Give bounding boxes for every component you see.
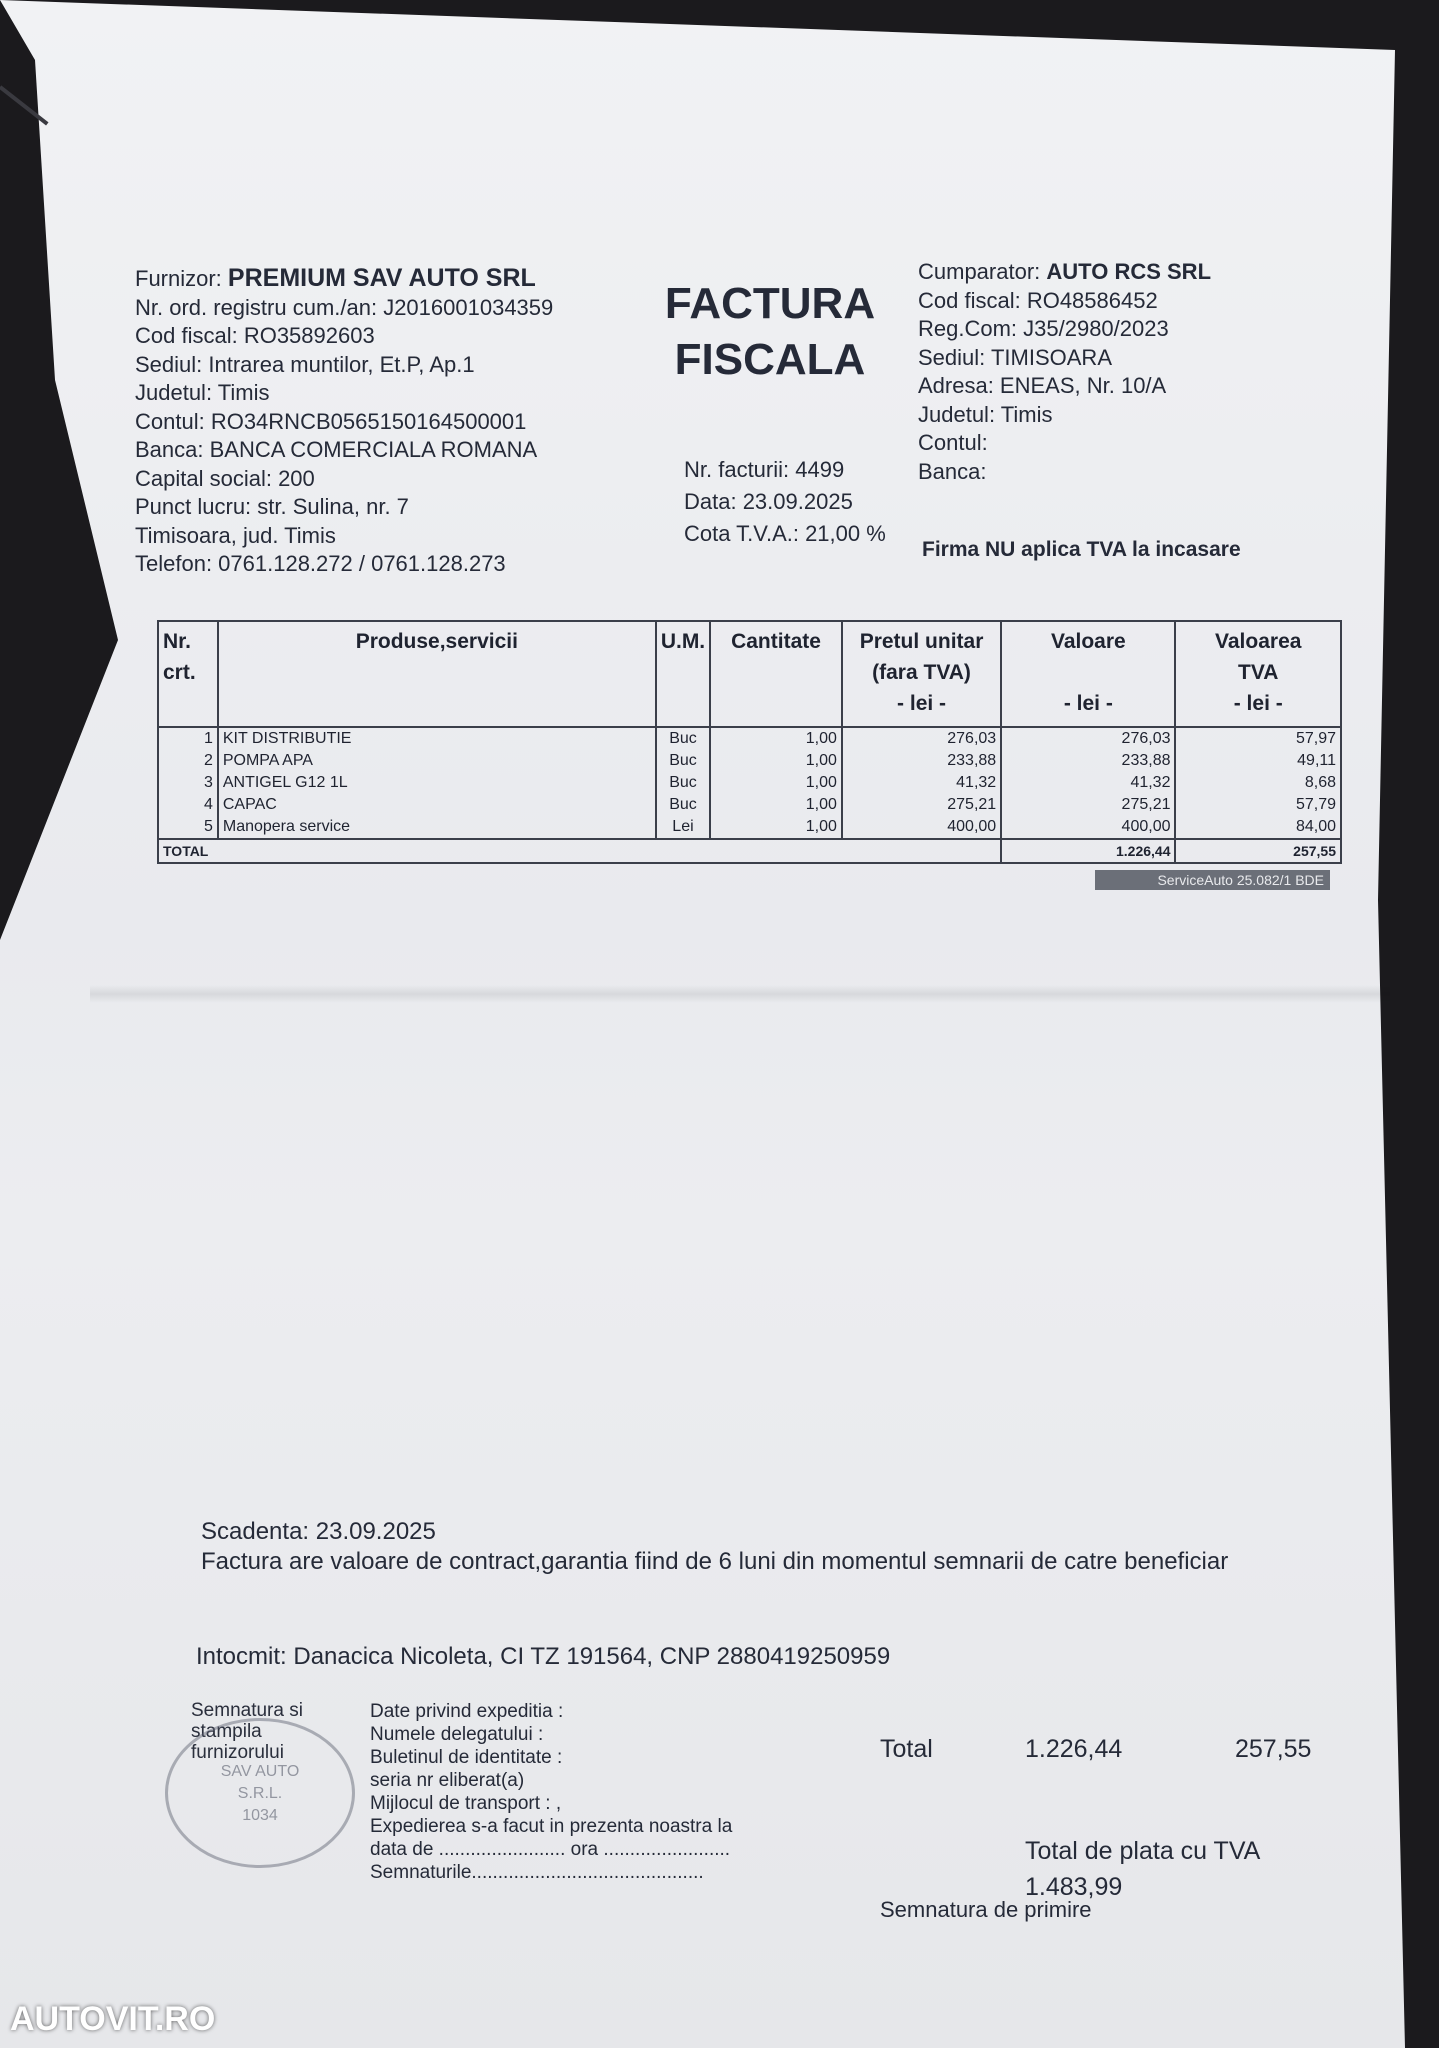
cell-qty: 1,00: [710, 772, 842, 794]
cell-um: Lei: [656, 816, 710, 839]
supplier-line: Telefon: 0761.128.272 / 0761.128.273: [135, 551, 506, 576]
due-block: [201, 1517, 1228, 1577]
expedition-block: [370, 1700, 732, 1884]
expedition-line: Semnaturile............................................: [370, 1862, 704, 1883]
cell-nr: 2: [158, 750, 218, 772]
cell-product: KIT DISTRIBUTIE: [218, 727, 656, 750]
software-tag: ServiceAuto 25.082/1 BDE: [1095, 870, 1330, 890]
header-unit-price-l3: - lei -: [897, 692, 947, 715]
cell-qty: 1,00: [710, 816, 842, 839]
cell-qty: 1,00: [710, 727, 842, 750]
table-row: [158, 772, 1341, 794]
header-unit-price-l1: Pretul unitar: [859, 630, 984, 653]
company-stamp: [165, 1718, 355, 1868]
cell-um: Buc: [656, 772, 710, 794]
cell-value: 276,03: [1001, 727, 1175, 750]
due-date: Scadenta: 23.09.2025: [201, 1518, 436, 1545]
cell-vat: 57,97: [1175, 727, 1341, 750]
buyer-line: Sediul: TIMISOARA: [918, 344, 1112, 370]
invoice-meta: [684, 454, 886, 550]
supplier-line: Judetul: Timis: [135, 380, 270, 405]
cell-um: Buc: [656, 794, 710, 816]
receiver-signature-label: Semnatura de primire: [880, 1897, 1092, 1922]
title-line: FACTURA: [664, 279, 876, 328]
table-row: [158, 727, 1341, 750]
buyer-line: Adresa: ENEAS, Nr. 10/A: [918, 373, 1167, 398]
header-qty: Cantitate: [710, 621, 842, 727]
buyer-line: Judetul: Timis: [918, 401, 1053, 427]
expedition-line: data de ........................ ora ........................: [370, 1839, 731, 1860]
cell-value: 41,32: [1001, 772, 1175, 794]
supplier-line: Punct lucru: str. Sulina, nr. 7: [135, 494, 409, 519]
cell-value: 233,88: [1001, 750, 1175, 772]
supplier-label: Furnizor:: [135, 266, 222, 291]
cell-vat: 57,79: [1175, 794, 1341, 816]
supplier-line: Sediul: Intrarea muntilor, Et.P, Ap.1: [135, 351, 475, 377]
vat-rate: Cota T.V.A.: 21,00 %: [684, 521, 886, 546]
supplier-line: Cod fiscal: RO35892603: [135, 323, 375, 348]
stamp-line: SAV AUTO: [220, 1763, 300, 1780]
sig-label-line: Semnatura si: [191, 1700, 303, 1721]
header-vat-l1: Valoarea: [1215, 630, 1302, 653]
stamp-line: 1034: [242, 1807, 278, 1824]
buyer-line: Banca:: [918, 458, 987, 484]
supplier-line: Nr. ord. registru cum./an: J2016001034359: [135, 294, 554, 320]
expedition-line: Date privind expeditia :: [370, 1701, 564, 1722]
supplier-block: [135, 264, 553, 579]
total-vat: 257,55: [1175, 839, 1341, 863]
total-value: 1.226,44: [1001, 839, 1175, 863]
cell-qty: 1,00: [710, 750, 842, 772]
header-value-l2: - lei -: [1063, 692, 1113, 715]
cell-qty: 1,00: [710, 794, 842, 816]
watermark-logo: AUTOVIT.RO: [10, 2000, 216, 2038]
pay-total-block: [1025, 1833, 1260, 1905]
total-label: TOTAL: [158, 839, 1001, 863]
expedition-line: Expedierea s-a facut in prezenta noastra la: [370, 1816, 733, 1837]
footer-total-label: Total: [880, 1735, 933, 1763]
stamp-line: S.R.L.: [237, 1785, 283, 1802]
cell-nr: 3: [158, 772, 218, 794]
supplier-line: Banca: BANCA COMERCIALA ROMANA: [135, 437, 538, 462]
cell-unit-price: 233,88: [842, 750, 1001, 772]
cell-product: Manopera service: [218, 816, 656, 839]
cell-vat: 49,11: [1175, 750, 1341, 772]
expedition-line: Numele delegatului :: [370, 1724, 544, 1745]
contract-note: Factura are valoare de contract,garantia fiind de 6 luni din momentul semnarii de catre beneficiar: [201, 1548, 1229, 1575]
cell-um: Buc: [656, 727, 710, 750]
table-row: [158, 816, 1341, 839]
buyer-line: Contul:: [918, 430, 988, 455]
pay-label: Total de plata cu TVA: [1025, 1837, 1261, 1865]
expedition-line: seria nr eliberat(a): [370, 1770, 525, 1791]
cell-product: CAPAC: [218, 794, 656, 816]
cell-vat: 84,00: [1175, 816, 1341, 839]
cell-unit-price: 400,00: [842, 816, 1001, 839]
vat-note: Firma NU aplica TVA la incasare: [922, 538, 1241, 561]
cell-nr: 4: [158, 794, 218, 816]
header-value-l1: Valoare: [1050, 630, 1126, 653]
cell-value: 275,21: [1001, 794, 1175, 816]
supplier-line: Contul: RO34RNCB0565150164500001: [135, 408, 527, 434]
header-nr: Nr. crt.: [158, 621, 218, 727]
cell-unit-price: 41,32: [842, 772, 1001, 794]
buyer-line: Cod fiscal: RO48586452: [918, 287, 1158, 313]
expedition-line: Buletinul de identitate :: [370, 1747, 563, 1768]
footer-total-vat: 257,55: [1235, 1735, 1312, 1763]
cell-value: 400,00: [1001, 816, 1175, 839]
buyer-label: Cumparator:: [918, 259, 1041, 284]
cell-um: Buc: [656, 750, 710, 772]
invoice-number: Nr. facturii: 4499: [684, 457, 845, 482]
issued-by: Intocmit: Danacica Nicoleta, CI TZ 191564, CNP 2880419250959: [196, 1643, 891, 1670]
invoice-date: Data: 23.09.2025: [684, 489, 853, 514]
paper-fold: [90, 985, 1390, 1003]
expedition-line: Mijlocul de transport : ,: [370, 1793, 562, 1814]
sig-label-line: furnizorului: [191, 1742, 284, 1763]
header-vat: [1175, 621, 1341, 727]
cell-unit-price: 276,03: [842, 727, 1001, 750]
header-unit-price: [842, 621, 1001, 727]
supplier-line: Capital social: 200: [135, 465, 315, 491]
items-table-wrap: [157, 620, 1342, 882]
cell-product: ANTIGEL G12 1L: [218, 772, 656, 794]
header-unit-price-l2: (fara TVA): [872, 661, 971, 684]
buyer-line: Reg.Com: J35/2980/2023: [918, 316, 1169, 341]
header-vat-l2: TVA: [1238, 661, 1279, 684]
header-value: [1001, 621, 1175, 727]
footer-total-value: 1.226,44: [1025, 1735, 1123, 1763]
buyer-name: AUTO RCS SRL: [1046, 259, 1212, 284]
cell-nr: 1: [158, 727, 218, 750]
cell-unit-price: 275,21: [842, 794, 1001, 816]
title-line: FISCALA: [674, 335, 866, 384]
header-product: Produse,servicii: [218, 621, 656, 727]
table-header-row: [158, 621, 1341, 727]
pay-value: 1.483,99: [1025, 1873, 1123, 1901]
cell-vat: 8,68: [1175, 772, 1341, 794]
supplier-line: Timisoara, jud. Timis: [135, 522, 336, 548]
table-total-row: [158, 839, 1341, 863]
header-um: U.M.: [656, 621, 710, 727]
supplier-header: [135, 264, 553, 294]
header-spacer: [1006, 657, 1170, 688]
table-row: [158, 794, 1341, 816]
buyer-block: [918, 258, 1211, 486]
cell-nr: 5: [158, 816, 218, 839]
cell-product: POMPA APA: [218, 750, 656, 772]
items-table: [157, 620, 1342, 864]
table-row: [158, 750, 1341, 772]
sig-label-line: stampila: [191, 1721, 262, 1742]
supplier-name: PREMIUM SAV AUTO SRL: [227, 264, 536, 292]
header-vat-l3: - lei -: [1233, 692, 1283, 715]
document-title: [660, 276, 880, 388]
buyer-header: [918, 258, 1211, 287]
